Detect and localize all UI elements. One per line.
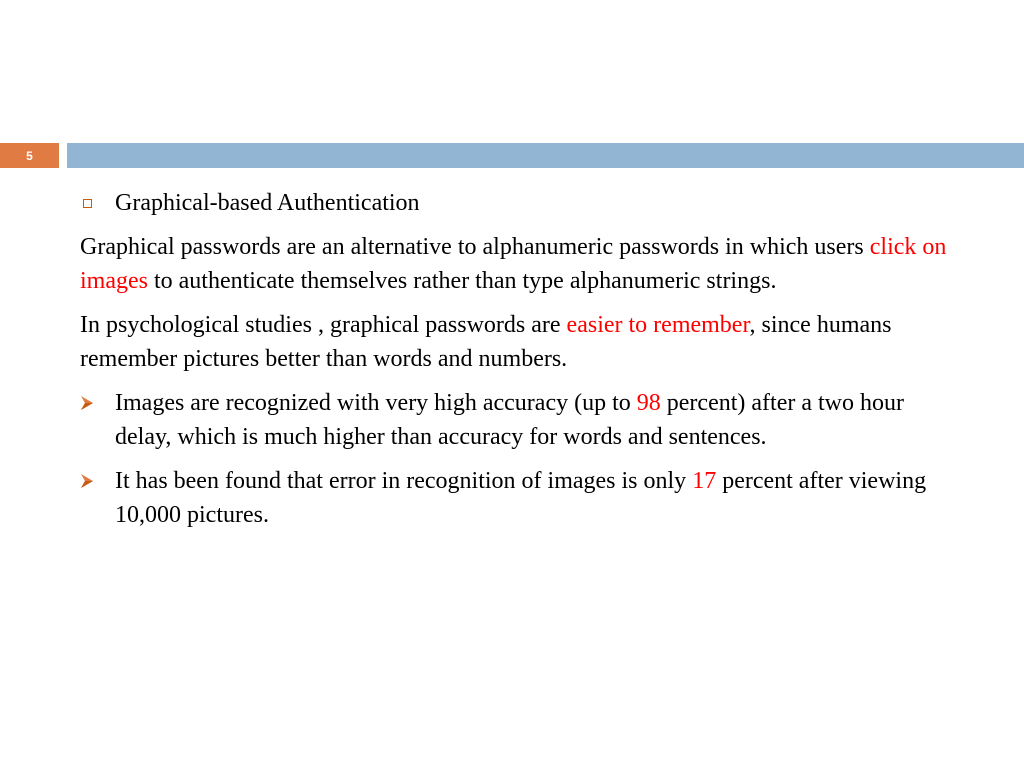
bullet2-text2: percent after viewing 10,000 pictures. [115,468,927,528]
para1-highlight: click on images [80,234,947,294]
slide-number-box [0,143,59,168]
heading-bullet [80,186,960,220]
bullet1-text1: Images are recognized with very high accuracy (up to [115,390,637,416]
paragraph-psychological-studies [80,308,960,376]
paragraph-graphical-passwords [80,230,960,298]
header-band [0,143,1024,168]
title-bar [67,143,1024,168]
list-item-text [115,386,960,454]
para1-text1: Graphical passwords are an alternative to alphanumeric passwords in which users [80,234,870,260]
bullet1-highlight: 98 [636,390,661,416]
heading-bullet-text: Graphical-based Authentication [115,190,420,216]
list-item [80,464,960,532]
para1-text2: to authenticate themselves rather than type alphanumeric strings. [147,268,777,294]
list-item [80,386,960,454]
slide-number: 5 [26,148,33,163]
para2-text2: , since humans remember pictures better than words and numbers. [80,312,892,372]
square-bullet-icon [80,186,115,220]
slide-content [80,186,960,542]
bullet1-text2: percent) after a two hour delay, which is much higher than accuracy for words and sentences. [115,390,904,450]
bullet2-text1: It has been found that error in recognition of images is only [115,468,693,494]
para2-highlight: easier to remember [566,312,750,338]
arrow-bullet-icon [80,464,115,498]
arrow-bullet-icon [80,386,115,420]
para2-text1: In psychological studies , graphical passwords are [80,312,567,338]
bullet2-highlight: 17 [692,468,717,494]
list-item-text [115,464,960,532]
